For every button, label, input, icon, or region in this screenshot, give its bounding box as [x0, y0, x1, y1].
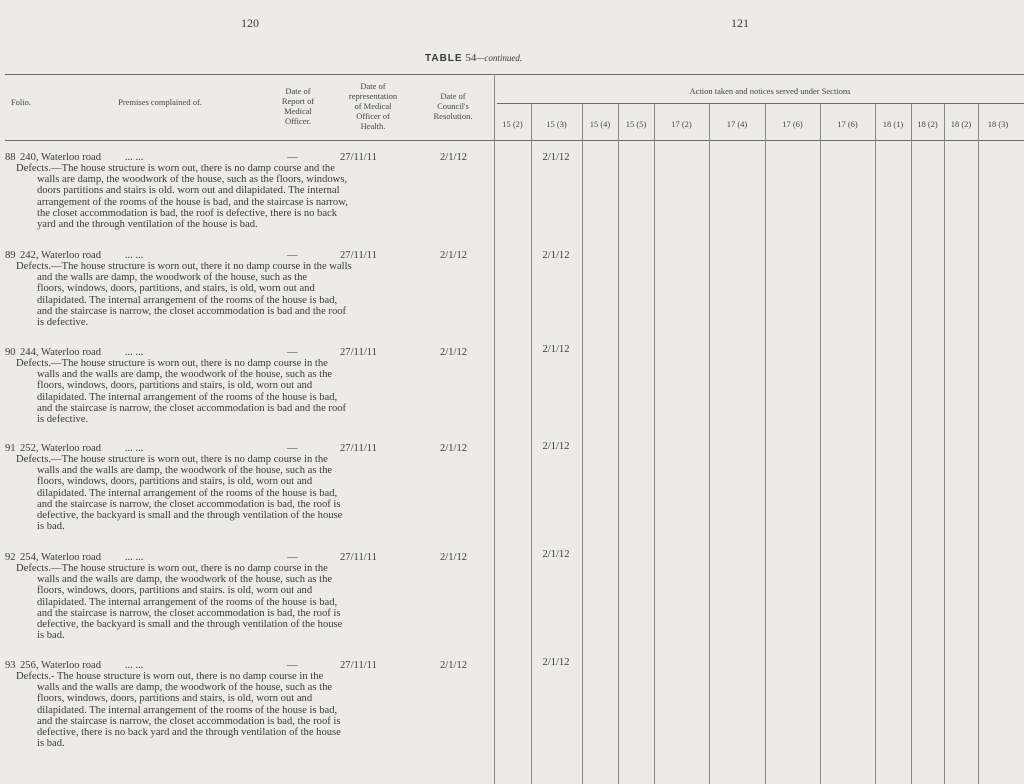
folio-number: 91 — [5, 443, 16, 454]
table-title-number: 54 — [465, 52, 477, 64]
table-title-suffix: —continued. — [476, 53, 523, 63]
column-divider — [582, 104, 583, 784]
section-header-18-3: 18 (3) — [987, 119, 1009, 129]
folio-number: 88 — [5, 152, 16, 163]
folio-number: 92 — [5, 552, 16, 563]
table-title-label: TABLE — [425, 53, 463, 64]
action-15-3-date: 2/1/12 — [542, 657, 570, 668]
section-header-15-4: 15 (4) — [589, 119, 611, 129]
header-resolution-date: Date of Council's Resolution. — [433, 91, 473, 121]
header-folio: Folio. — [10, 97, 32, 107]
defects-description: Defects.—The house structure is worn out, there it no damp course in the walls and the walls are damp, the woodwork of the house, such as the floors, windows, doors, partitions, and stairs, is old, worn out and dilapidated. The internal arrangement of the rooms of the house is bad, and the staircase is narrow, the closet accommodation is bad and the roof is defective. — [16, 261, 352, 329]
page-number-right: 121 — [731, 16, 749, 30]
column-divider — [944, 104, 945, 784]
report-date: — — [287, 443, 298, 454]
section-header-18-2b: 18 (2) — [950, 119, 972, 129]
action-15-3-date: 2/1/12 — [542, 152, 570, 163]
header-action: Action taken and notices served under Sections — [689, 86, 851, 96]
premises-address: 252, Waterloo road ... ... — [20, 443, 144, 454]
section-header-15-3: 15 (3) — [546, 119, 567, 129]
premises-address: 256, Waterloo road ... ... — [20, 660, 144, 671]
section-header-17-2: 17 (2) — [671, 119, 692, 129]
column-divider — [765, 104, 766, 784]
header-bottom-rule — [5, 140, 1024, 141]
section-header-18-1: 18 (1) — [882, 119, 904, 129]
defects-description: Defects.—The house structure is worn out, there is no damp course and the walls are damp, the woodwork of the house, such as the floors, windows, doors partitions and stairs is old. worn out and dilapidated. The internal arrangement of the rooms of the house is bad, and the staircase is narrow, the closet accommodation is bad, the roof is defective, there is no back yard and the through ventilation of the house is bad. — [16, 163, 348, 231]
premises-address: 244, Waterloo road ... ... — [20, 347, 144, 358]
resolution-date: 2/1/12 — [440, 250, 468, 261]
representation-date: 27/11/11 — [340, 660, 377, 671]
resolution-date: 2/1/12 — [440, 347, 468, 358]
column-divider — [709, 104, 710, 784]
column-divider — [494, 74, 495, 784]
premises-address: 240, Waterloo road ... ... — [20, 152, 144, 163]
folio-number: 90 — [5, 347, 16, 358]
representation-date: 27/11/11 — [340, 250, 377, 261]
resolution-date: 2/1/12 — [440, 443, 468, 454]
header-report-date: Date of Report of Medical Officer. — [281, 86, 315, 126]
report-date: — — [287, 347, 298, 358]
table-title — [425, 52, 522, 64]
resolution-date: 2/1/12 — [440, 152, 468, 163]
page-number-left: 120 — [241, 16, 259, 30]
folio-number: 93 — [5, 660, 16, 671]
action-15-3-date: 2/1/12 — [542, 549, 570, 560]
section-header-17-6a: 17 (6) — [782, 119, 803, 129]
action-15-3-date: 2/1/12 — [542, 441, 570, 452]
report-date: — — [287, 660, 298, 671]
section-header-15-5: 15 (5) — [625, 119, 647, 129]
column-divider — [911, 104, 912, 784]
defects-description: Defects.- The house structure is worn out, there is no damp course in the walls and the walls are damp, the woodwork of the house, such as the floors, windows, doors, partitions and stairs, is old, worn out and dilapidated. The internal arrangement of the rooms of the house is bad, and the staircase is narrow, the closet accommodation is bad, the roof is defective, there is no back yard and the through ventilation of the house is bad. — [16, 671, 341, 750]
section-header-15-2: 15 (2) — [502, 119, 523, 129]
column-divider — [820, 104, 821, 784]
column-divider — [978, 104, 979, 784]
column-divider — [875, 104, 876, 784]
defects-description: Defects.—The house structure is worn out, there is no damp course in the walls and the walls are damp, the woodwork of the house, such as the floors, windows, doors, partitions and stairs. is old, worn out and dilapidated. The internal arrangement of the rooms of the house is bad, and the staircase is narrow, the closet accommodation is bad, the roof is defective, the backyard is small and the through ventilation of the house is bad. — [16, 563, 343, 642]
report-date: — — [287, 152, 298, 163]
representation-date: 27/11/11 — [340, 552, 377, 563]
defects-description: Defects.—The house structure is worn out, there is no damp course in the walls and the walls are damp, the woodwork of the house, such as the floors, windows, doors, partitions and stairs, is old, worn out and dilapidated. The internal arrangement of the rooms of the house is bad, and the staircase is narrow, the closet accommodation is bad and the roof is defective. — [16, 358, 347, 426]
section-header-18-2a: 18 (2) — [917, 119, 938, 129]
folio-number: 89 — [5, 250, 16, 261]
column-divider — [618, 104, 619, 784]
resolution-date: 2/1/12 — [440, 552, 468, 563]
premises-address: 242, Waterloo road ... ... — [20, 250, 144, 261]
header-premises: Premises complained of. — [118, 97, 202, 107]
header-representation-date: Date of representation of Medical Officer of Health. — [348, 81, 398, 131]
premises-address: 254, Waterloo road ... ... — [20, 552, 144, 563]
action-15-3-date: 2/1/12 — [542, 344, 570, 355]
section-header-17-4: 17 (4) — [726, 119, 748, 129]
report-date: — — [287, 552, 298, 563]
resolution-date: 2/1/12 — [440, 660, 468, 671]
defects-description: Defects.—The house structure is worn out, there is no damp course in the walls and the walls are damp, the woodwork of the house, such as the floors, windows, doors, partitions and stairs, is old, worn out and dilapidated. The internal arrangement of the rooms of the house is bad, and the staircase is narrow, the closet accommodation is bad, the roof is defective, the backyard is small and the through ventilation of the house is bad. — [16, 454, 343, 533]
representation-date: 27/11/11 — [340, 347, 377, 358]
action-15-3-date: 2/1/12 — [542, 250, 570, 261]
representation-date: 27/11/11 — [340, 152, 377, 163]
header-top-rule — [5, 74, 1024, 75]
report-date: — — [287, 250, 298, 261]
column-divider — [654, 104, 655, 784]
representation-date: 27/11/11 — [340, 443, 377, 454]
section-header-17-6b: 17 (6) — [837, 119, 858, 129]
